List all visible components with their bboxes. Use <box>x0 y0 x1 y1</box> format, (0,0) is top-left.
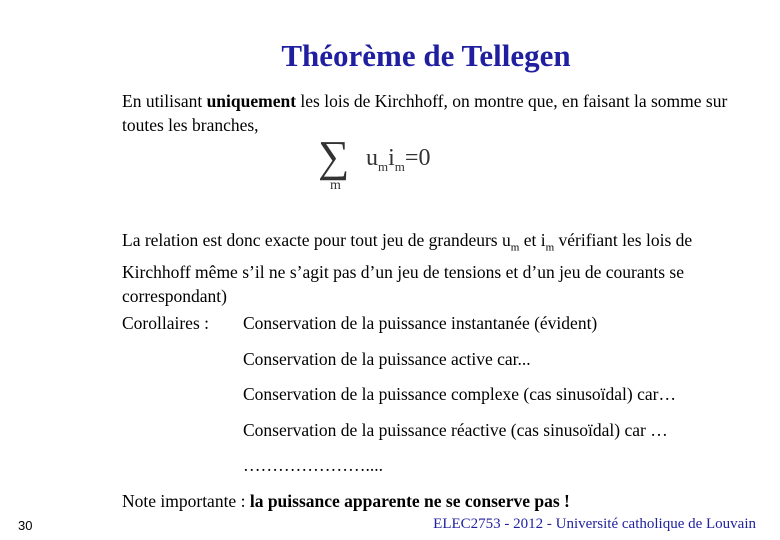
corollary-item: ………………….... <box>243 455 383 475</box>
intro-text-after: les lois de Kirchhoff, on montre que, en faisant la somme sur toutes les branches, <box>122 91 728 135</box>
note-label: Note importante : <box>122 491 250 511</box>
relation-sub2: m <box>545 241 555 254</box>
sum-index: m <box>330 178 341 193</box>
relation-part2: et i <box>519 230 546 250</box>
corollary-item: Conservation de la puissance réactive (cas sinusoïdal) car … <box>243 419 668 440</box>
footer-text: ELEC2753 - 2012 - Université catholique de Louvain <box>433 516 756 532</box>
corollary-item: Conservation de la puissance active car... <box>243 348 531 369</box>
corollaries-list <box>243 313 676 491</box>
important-note <box>122 491 570 512</box>
intro-paragraph <box>122 89 762 137</box>
formula-expression <box>366 145 430 175</box>
formula-i-sub: m <box>394 158 405 174</box>
intro-text-before: En utilisant <box>122 91 207 111</box>
relation-paragraph <box>122 228 762 308</box>
note-text: la puissance apparente ne se conserve pas ! <box>249 491 570 511</box>
relation-part1: La relation est donc exacte pour tout jeu de grandeurs u <box>122 230 511 250</box>
page-number: 30 <box>18 518 33 533</box>
formula-u-sub: m <box>378 158 389 174</box>
relation-sub1: m <box>510 241 520 254</box>
corollaries-label: Corollaires : <box>122 313 209 333</box>
formula-u: u <box>366 145 378 171</box>
formula-i: i <box>388 145 395 171</box>
slide-title: Théorème de Tellegen <box>281 38 571 73</box>
relation-part3: vérifiant les lois de Kirchhoff même s’il ne s’agit pas d’un jeu de tensions et d’un jeu de courants se correspondant) <box>122 230 693 306</box>
corollary-item: Conservation de la puissance instantanée (évident) <box>243 313 598 333</box>
corollary-item: Conservation de la puissance complexe (cas sinusoïdal) car… <box>243 384 676 404</box>
tellegen-formula <box>318 132 478 198</box>
intro-emphasis: uniquement <box>206 91 297 111</box>
sum-symbol: ∑ <box>318 132 350 181</box>
formula-equals: =0 <box>404 145 431 171</box>
